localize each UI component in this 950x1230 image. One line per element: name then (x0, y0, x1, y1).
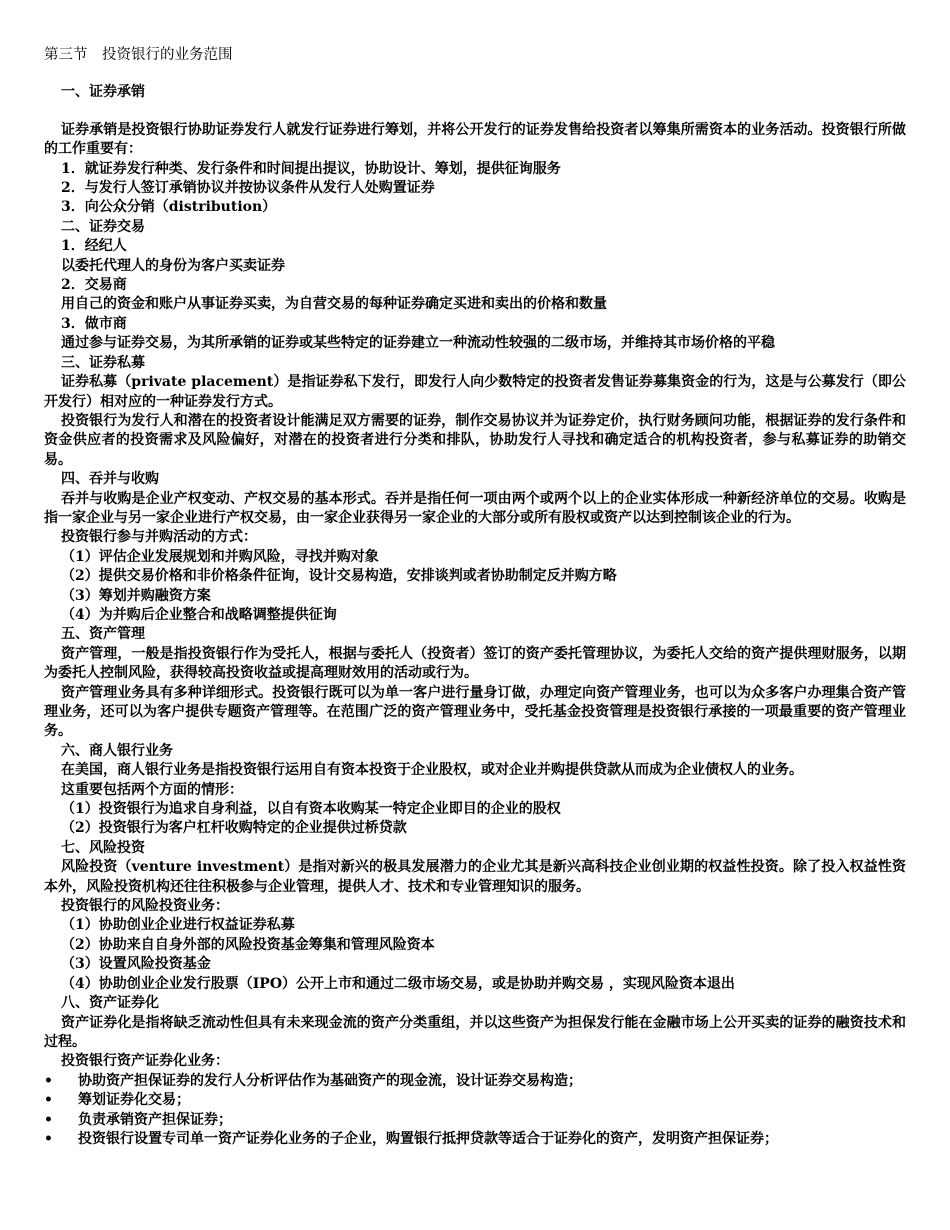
paragraph: 以委托代理人的身份为客户买卖证券 (61, 257, 285, 274)
heading-underwriting: 一、证券承销 (61, 84, 145, 101)
paragraph: 吞并与收购是企业产权变动、产权交易的基本形式。吞并是指任何一项由两个或两个以上的企业实体形成一种新经济单位的交易。收购是指一家企业与另一家企业进行产权交易，由一家企业获得另一家企业的大部分或所有股权或资产以达到控制该企业的行为。 (44, 490, 906, 526)
heading-mergers: 四、吞并与收购 (61, 471, 159, 488)
list-item: （3）设置风险投资基金 (61, 956, 211, 973)
subheading: 2．交易商 (61, 277, 127, 294)
paragraph: 投资银行为发行人和潜在的投资者设计能满足双方需要的证券，制作交易协议并为证券定价，执行财务顾问功能，根据证券的发行条件和资金供应者的投资需求及风险偏好，对潜在的投资者进行分类和排队，协助发行人寻找和确定适合的机构投资者，参与私募证券的助销交易。 (44, 412, 906, 468)
bullet-marker: • (44, 1072, 53, 1089)
paragraph: 通过参与证券交易，为其所承销的证券或某些特定的证券建立一种流动性较强的二级市场，并维持其市场价格的平稳 (61, 335, 775, 352)
bullet-item (44, 1091, 906, 1110)
list-item: （3）筹划并购融资方案 (61, 587, 211, 604)
bullet-text: 协助资产担保证券的发行人分析评估作为基础资产的现金流，设计证券交易构造； (78, 1072, 582, 1089)
paragraph: 投资银行的风险投资业务： (61, 898, 229, 915)
document-page (44, 46, 906, 1149)
paragraph: 投资银行参与并购活动的方式： (61, 529, 257, 546)
list-item: （1）评估企业发展规划和并购风险，寻找并购对象 (61, 548, 379, 565)
bullet-text: 负责承销资产担保证券； (78, 1111, 232, 1128)
paragraph: 用自己的资金和账户从事证券买卖，为自营交易的每种证券确定买进和卖出的价格和数量 (61, 296, 607, 313)
list-item: （1）协助创业企业进行权益证券私募 (61, 917, 295, 934)
section-title: 第三节 投资银行的业务范围 (44, 47, 233, 63)
paragraph: 在美国，商人银行业务是指投资银行运用自有资本投资于企业股权，或对企业并购提供贷款从而成为企业债权人的业务。 (61, 762, 803, 779)
list-item: （2）投资银行为客户杠杆收购特定的企业提供过桥贷款 (61, 820, 407, 837)
heading-trading: 二、证券交易 (61, 218, 145, 235)
list-item: （4）协助创业企业发行股票（IPO）公开上市和通过二级市场交易，或是协助并购交易 ，实现风险资本退出 (61, 975, 735, 992)
paragraph: 证券承销是投资银行协助证券发行人就发行证券进行筹划，并将公开发行的证券发售给投资者以筹集所需资本的业务活动。投资银行所做的工作重要有： (44, 121, 906, 158)
paragraph: 这重要包括两个方面的情形： (61, 781, 243, 798)
heading-merchant-banking: 六、商人银行业务 (61, 742, 173, 759)
list-item: （2）协助来自自身外部的风险投资基金筹集和管理风险资本 (61, 936, 435, 953)
bullet-marker: • (44, 1111, 53, 1128)
list-item: （2）提供交易价格和非价格条件征询，设计交易构造，安排谈判或者协助制定反并购方略 (61, 568, 617, 585)
paragraph: 资产管理业务具有多种详细形式。投资银行既可以为单一客户进行量身订做，办理定向资产管理业务，也可以为众多客户办理集合资产管理业务，还可以为客户提供专题资产管理等。在范围广泛的资产管理业务中，受托基金投资管理是投资银行承接的一项最重要的资产管理业务。 (44, 684, 906, 740)
heading-asset-management: 五、资产管理 (61, 626, 145, 643)
bullet-item (44, 1111, 906, 1130)
bullet-item (44, 1072, 906, 1091)
bullet-marker: • (44, 1130, 53, 1147)
heading-securitization: 八、资产证券化 (61, 995, 159, 1012)
paragraph: 风险投资（venture investment）是指对新兴的极具发展潜力的企业尤其是新兴高科技企业创业期的权益性投资。除了投入权益性资本外，风险投资机构还往往积极参与企业管理，提供人才、技术和专业管理知识的服务。 (44, 859, 906, 895)
bullet-marker: • (44, 1092, 53, 1109)
heading-venture-investment: 七、风险投资 (61, 839, 145, 856)
heading-private-placement: 三、证券私募 (61, 354, 145, 371)
list-item: （1）投资银行为追求自身利益，以自有资本收购某一特定企业即目的企业的股权 (61, 801, 561, 818)
list-item: （4）为并购后企业整合和战略调整提供征询 (61, 606, 337, 623)
subheading: 3．做市商 (61, 315, 127, 332)
paragraph: 投资银行资产证券化业务： (61, 1053, 229, 1070)
list-item: 2．与发行人签订承销协议并按协议条件从发行人处购置证券 (61, 180, 435, 197)
subheading: 1．经纪人 (61, 238, 127, 255)
list-item: 3．向公众分销（distribution） (61, 199, 277, 216)
list-item: 1．就证券发行种类、发行条件和时间提出提议，协助设计、筹划，提供征询服务 (61, 160, 561, 177)
bullet-text: 投资银行设置专司单一资产证券化业务的子企业，购置银行抵押贷款等适合于证券化的资产，发明资产担保证券； (78, 1130, 778, 1147)
paragraph: 资产管理，一般是指投资银行作为受托人，根据与委托人（投资者）签订的资产委托管理协议，为委托人交给的资产提供理财服务，以期为委托人控制风险，获得较高投资收益或提高理财效用的活动或行为。 (44, 645, 906, 682)
bullet-item (44, 1130, 906, 1149)
paragraph: 资产证券化是指将缺乏流动性但具有未来现金流的资产分类重组，并以这些资产为担保发行能在金融市场上公开买卖的证券的融资技术和过程。 (44, 1014, 906, 1050)
bullet-text: 筹划证券化交易； (78, 1092, 190, 1109)
paragraph: 证券私募（private placement）是指证券私下发行，即发行人向少数特定的投资者发售证券募集资金的行为，这是与公募发行（即公开发行）相对应的一种证券发行方式。 (44, 374, 906, 410)
